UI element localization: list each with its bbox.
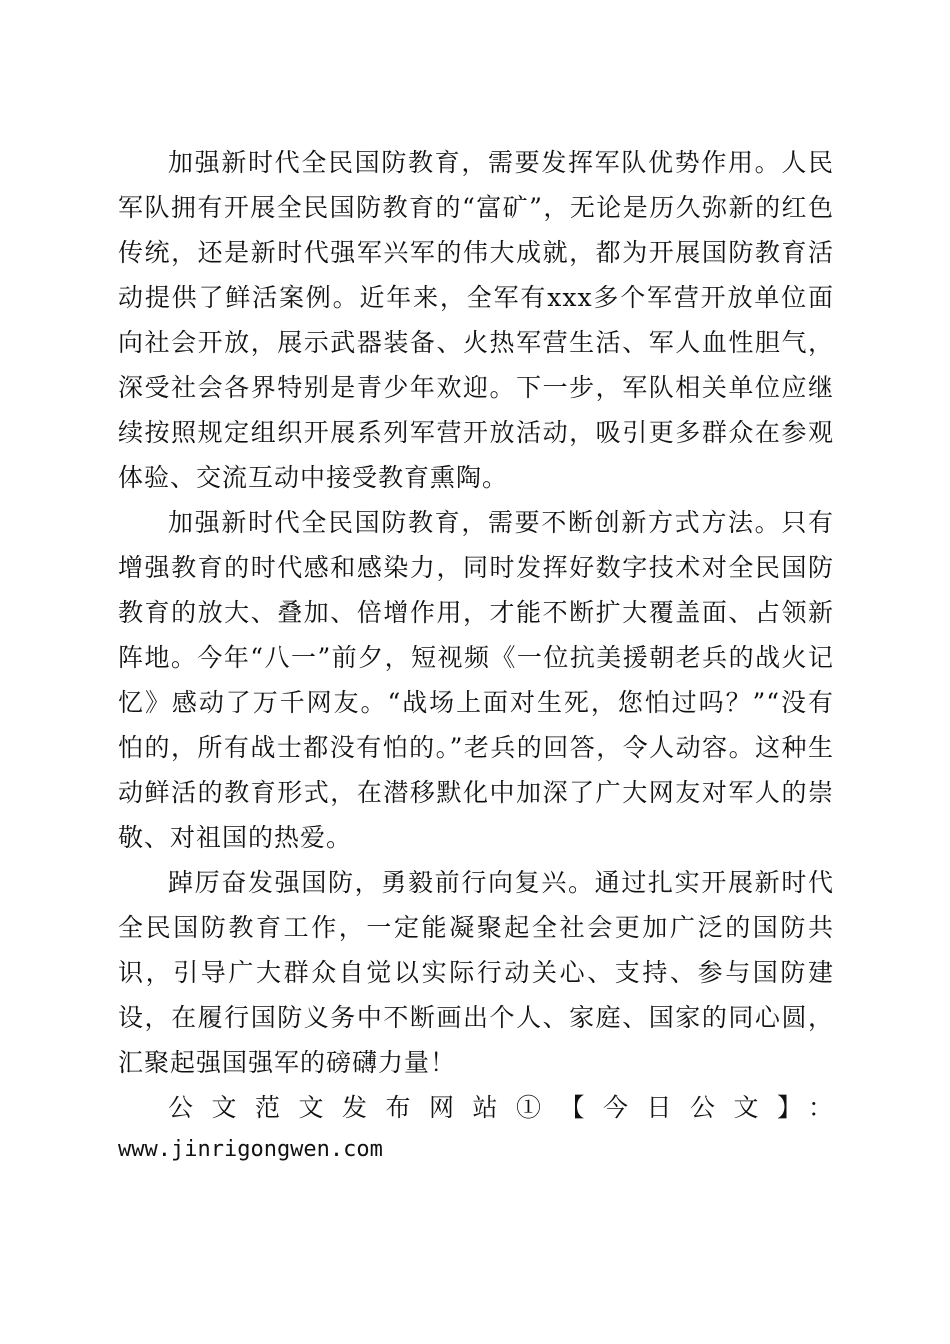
paragraph-conclusion: 踔厉奋发强国防，勇毅前行向复兴。通过扎实开展新时代全民国防教育工作，一定能凝聚起全社会更加广泛的国防共识，引导广大群众自觉以实际行动关心、支持、参与国防建设，在履行国防义务中不断画出个人、家庭、国家的同心圆，汇聚起强国强军的磅礴力量！: [118, 868, 834, 1077]
footer-url: www.jinrigongwen.com: [118, 1137, 383, 1162]
paragraph-innovation-methods: 加强新时代全民国防教育，需要不断创新方式方法。只有增强教育的时代感和感染力，同时发挥好数字技术对全民国防教育的放大、叠加、倍增作用，才能不断扩大覆盖面、占领新阵地。今年“八一”前夕，短视频《一位抗美援朝老兵的战火记忆》感动了万千网友。“战场上面对生死，您怕过吗？”“没有怕的，所有战士都没有怕的。”老兵的回答，令人动容。这种生动鲜活的教育形式，在潜移默化中加深了广大网友对军人的崇敬、对祖国的热爱。: [118, 508, 834, 852]
document-body: [118, 140, 834, 1170]
footer-site-label: 公文范文发布网站①【今日公文】：: [168, 1093, 834, 1122]
paragraph-military-advantage: 加强新时代全民国防教育，需要发挥军队优势作用。人民军队拥有开展全民国防教育的“富矿”，无论是历久弥新的红色传统，还是新时代强军兴军的伟大成就，都为开展国防教育活动提供了鲜活案例。近年来，全军有xxx多个军营开放单位面向社会开放，展示武器装备、火热军营生活、军人血性胆气，深受社会各界特别是青少年欢迎。下一步，军队相关单位应继续按照规定组织开展系列军营开放活动，吸引更多群众在参观体验、交流互动中接受教育熏陶。: [118, 148, 834, 492]
